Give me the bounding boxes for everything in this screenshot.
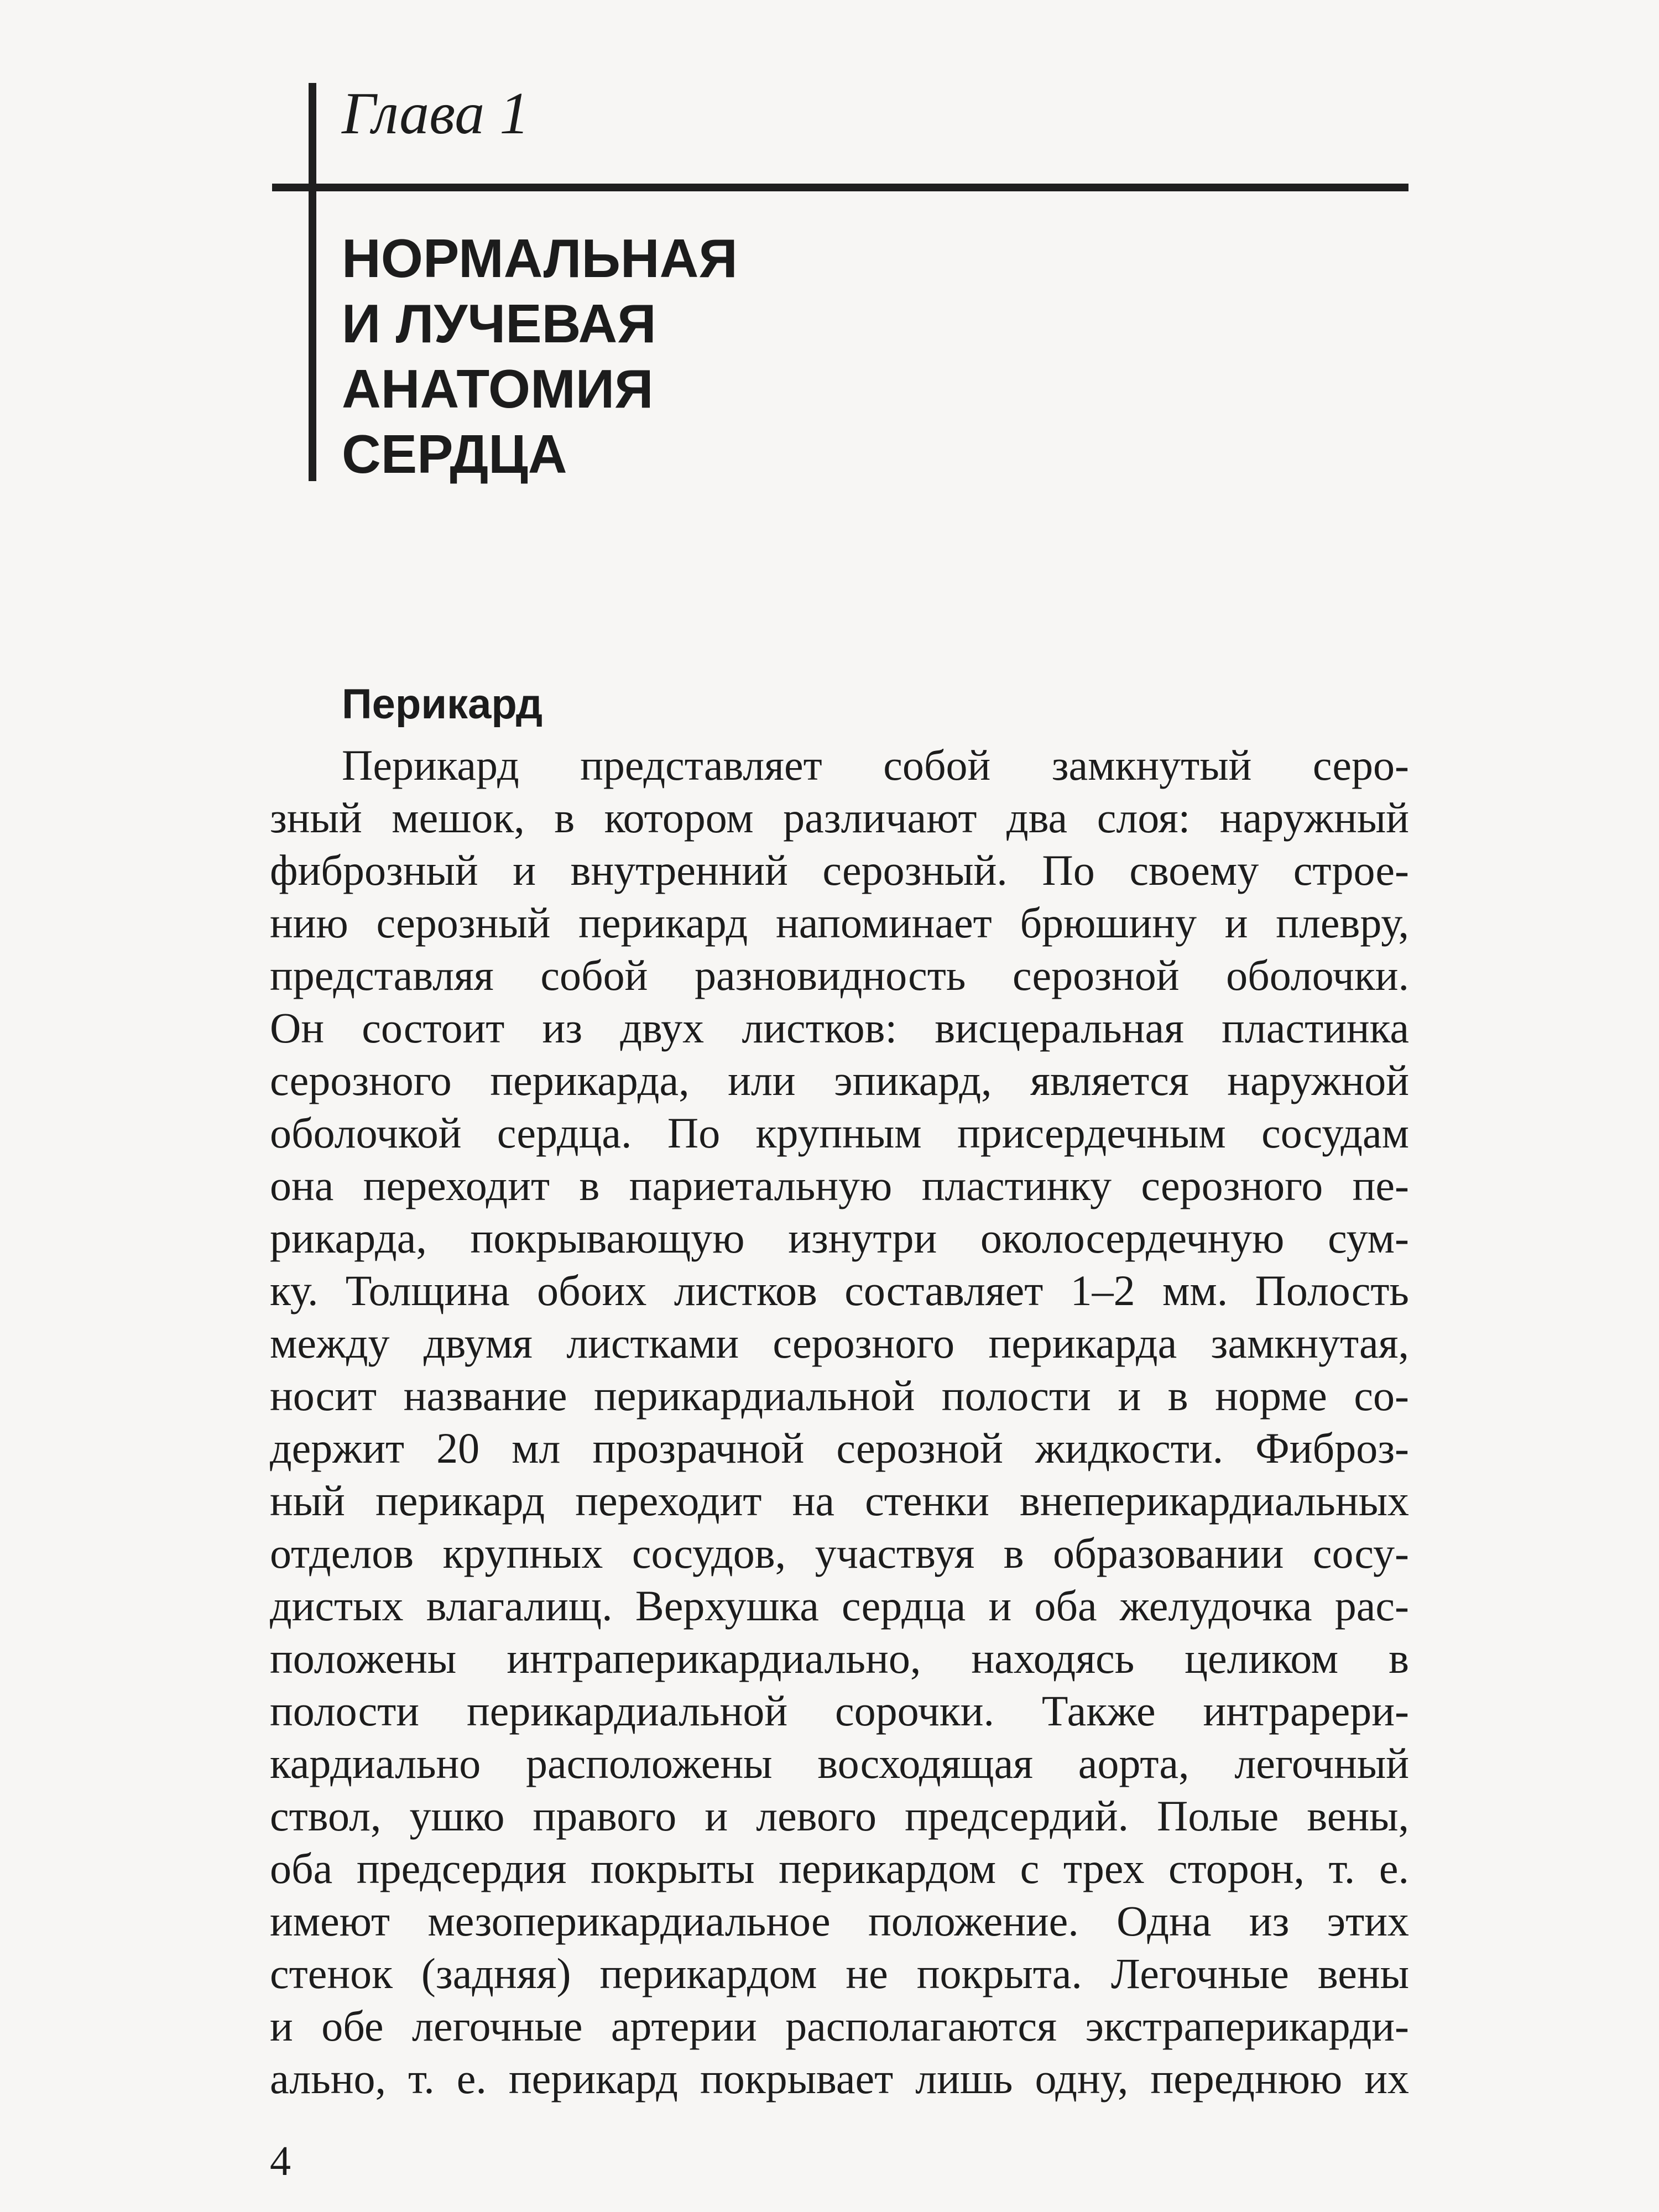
text-line: представляя собой разновидность серозной оболочки.	[270, 951, 1409, 999]
page-number: 4	[270, 2138, 291, 2184]
text-line: Перикард представляет собой замкнутый серо-	[342, 741, 1409, 789]
chapter-title-line: И ЛУЧЕВАЯ	[342, 293, 656, 354]
text-line: Он состоит из двух листков: висцеральная пластинка	[270, 1004, 1409, 1052]
chapter-title-line: СЕРДЦА	[342, 424, 567, 484]
chapter-label: Глава 1	[342, 81, 530, 147]
text-line: ствол, ушко правого и левого предсердий. Полые вены,	[270, 1792, 1409, 1840]
text-line: зный мешок, в котором различают два слоя: наружный	[270, 794, 1409, 842]
text-line: полости перикардиальной сорочки. Также интраpери-	[270, 1687, 1409, 1735]
text-line: оболочкой сердца. По крупным присердечным сосудам	[270, 1109, 1409, 1157]
chapter-frame-horizontal-rule	[272, 184, 1408, 191]
text-line: нию серозный перикард напоминает брюшину и плевру,	[270, 899, 1409, 947]
chapter-title	[342, 226, 738, 487]
text-line: рикарда, покрывающую изнутри околосердечную сум-	[270, 1214, 1409, 1262]
text-line: положены интраперикардиально, находясь целиком в	[270, 1634, 1409, 1682]
body-text	[270, 739, 1409, 2105]
text-line: она переходит в париетальную пластинку серозного пе-	[270, 1161, 1409, 1209]
text-line: дистых влагалищ. Верхушка сердца и оба желудочка рас-	[270, 1582, 1409, 1630]
text-line: между двумя листками серозного перикарда замкнутая,	[270, 1319, 1409, 1367]
text-line: ально, т. е. перикард покрывает лишь одну, переднюю их	[270, 2054, 1409, 2103]
text-line: стенок (задняя) перикардом не покрыта. Легочные вены	[270, 1949, 1409, 1997]
text-line: и обе легочные артерии располагаются экстраперикарди-	[270, 2002, 1409, 2050]
text-line: кардиально расположены восходящая аорта, легочный	[270, 1739, 1409, 1787]
text-line: ку. Толщина обоих листков составляет 1–2 мм. Полость	[270, 1266, 1409, 1314]
section-heading: Перикард	[342, 681, 543, 728]
chapter-title-line: АНАТОМИЯ	[342, 358, 654, 419]
text-line: ный перикард переходит на стенки внеперикардиальных	[270, 1477, 1409, 1525]
text-line: носит название перикардиальной полости и в норме со-	[270, 1371, 1409, 1420]
text-line: отделов крупных сосудов, участвуя в образовании сосу-	[270, 1529, 1409, 1577]
text-line: оба предсердия покрыты перикардом с трех сторон, т. е.	[270, 1844, 1409, 1892]
text-line: имеют мезоперикардиальное положение. Одна из этих	[270, 1897, 1409, 1945]
text-line: фиброзный и внутренний серозный. По своему строе-	[270, 846, 1409, 894]
text-line: серозного перикарда, или эпикард, является наружной	[270, 1056, 1409, 1104]
chapter-title-line: НОРМАЛЬНАЯ	[342, 228, 738, 289]
chapter-frame-vertical-rule	[309, 83, 316, 481]
text-line: держит 20 мл прозрачной серозной жидкости. Фиброз-	[270, 1424, 1409, 1472]
